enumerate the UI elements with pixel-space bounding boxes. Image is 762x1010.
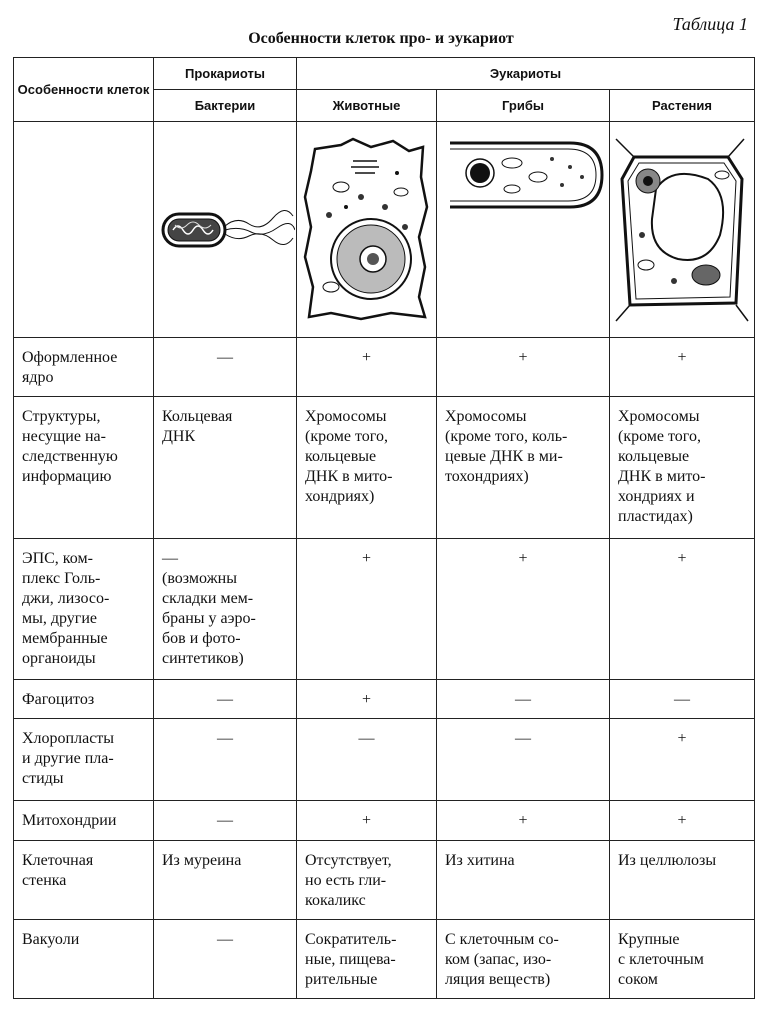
plants-cell: — bbox=[610, 680, 755, 719]
feature-cell: Фагоцитоз bbox=[14, 680, 154, 719]
plants-cell: + bbox=[610, 801, 755, 841]
fungal-cell-image bbox=[437, 122, 610, 338]
animals-cell: + bbox=[297, 338, 437, 397]
plants-cell: + bbox=[610, 338, 755, 397]
header-plants: Растения bbox=[610, 90, 755, 122]
header-animals: Животные bbox=[297, 90, 437, 122]
fungi-cell: — bbox=[437, 719, 610, 801]
table-row bbox=[14, 841, 755, 920]
plants-cell: Крупные с клеточным соком bbox=[610, 920, 755, 999]
header-bacteria: Бактерии bbox=[154, 90, 297, 122]
bacteria-cell: — bbox=[154, 801, 297, 841]
animal-cell-icon bbox=[301, 137, 433, 323]
table-row bbox=[14, 719, 755, 801]
table-row bbox=[14, 338, 755, 397]
plant-cell-image bbox=[610, 122, 755, 338]
cells-comparison-table bbox=[13, 57, 755, 999]
plants-cell: Хромосомы (кроме того, кольцевые ДНК в мито- хондриях и пластидах) bbox=[610, 397, 755, 539]
images-row-empty bbox=[14, 122, 154, 338]
feature-cell: Вакуоли bbox=[14, 920, 154, 999]
bacteria-cell: Из муреина bbox=[154, 841, 297, 920]
animal-cell-image bbox=[297, 122, 437, 338]
plants-cell: Из целлюлозы bbox=[610, 841, 755, 920]
header-eukaryotes: Эукариоты bbox=[297, 58, 755, 90]
plants-cell: + bbox=[610, 539, 755, 680]
feature-cell: Оформленное ядро bbox=[14, 338, 154, 397]
animals-cell: + bbox=[297, 539, 437, 680]
feature-cell: Хлоропласты и другие пла- стиды bbox=[14, 719, 154, 801]
plant-cell-icon bbox=[612, 135, 752, 325]
feature-cell: Клеточная стенка bbox=[14, 841, 154, 920]
header-fungi: Грибы bbox=[437, 90, 610, 122]
table-row bbox=[14, 920, 755, 999]
header-features: Особенности клеток bbox=[14, 58, 154, 122]
bacterium-cell-image bbox=[154, 122, 297, 338]
animals-cell: Отсутствует, но есть гли- кокаликс bbox=[297, 841, 437, 920]
feature-cell: ЭПС, ком- плекс Голь- джи, лизосо- мы, другие мембранные органоиды bbox=[14, 539, 154, 680]
fungi-cell: Из хитина bbox=[437, 841, 610, 920]
animals-cell: + bbox=[297, 801, 437, 841]
fungi-cell: + bbox=[437, 539, 610, 680]
fungi-cell: С клеточным со- ком (запас, изо- ляция веществ) bbox=[437, 920, 610, 999]
fungal-cell-icon bbox=[442, 137, 604, 323]
bacteria-cell: — bbox=[154, 338, 297, 397]
bacterium-cell-icon bbox=[155, 200, 295, 260]
bacteria-cell: — bbox=[154, 920, 297, 999]
header-prokaryotes: Прокариоты bbox=[154, 58, 297, 90]
fungi-cell: + bbox=[437, 338, 610, 397]
table-number: Таблица 1 bbox=[672, 14, 748, 34]
table-row bbox=[14, 801, 755, 841]
plants-cell: + bbox=[610, 719, 755, 801]
table-row bbox=[14, 680, 755, 719]
table-row bbox=[14, 539, 755, 680]
bacteria-cell: — bbox=[154, 719, 297, 801]
animals-cell: Хромосомы (кроме того, кольцевые ДНК в мито- хондриях) bbox=[297, 397, 437, 539]
animals-cell: — bbox=[297, 719, 437, 801]
feature-cell: Структуры, несущие на- следственную информацию bbox=[14, 397, 154, 539]
table-row bbox=[14, 397, 755, 539]
bacteria-cell: — bbox=[154, 680, 297, 719]
feature-cell: Митохондрии bbox=[14, 801, 154, 841]
bacteria-cell: Кольцевая ДНК bbox=[154, 397, 297, 539]
fungi-cell: — bbox=[437, 680, 610, 719]
table-title: Особенности клеток про- и эукариот bbox=[248, 30, 514, 47]
fungi-cell: Хромосомы (кроме того, коль- цевые ДНК в ми- тохондриях) bbox=[437, 397, 610, 539]
animals-cell: + bbox=[297, 680, 437, 719]
fungi-cell: + bbox=[437, 801, 610, 841]
bacteria-cell: — (возможны складки мем- браны у аэро- бов и фото- синтетиков) bbox=[154, 539, 297, 680]
animals-cell: Сократитель- ные, пищева- рительные bbox=[297, 920, 437, 999]
